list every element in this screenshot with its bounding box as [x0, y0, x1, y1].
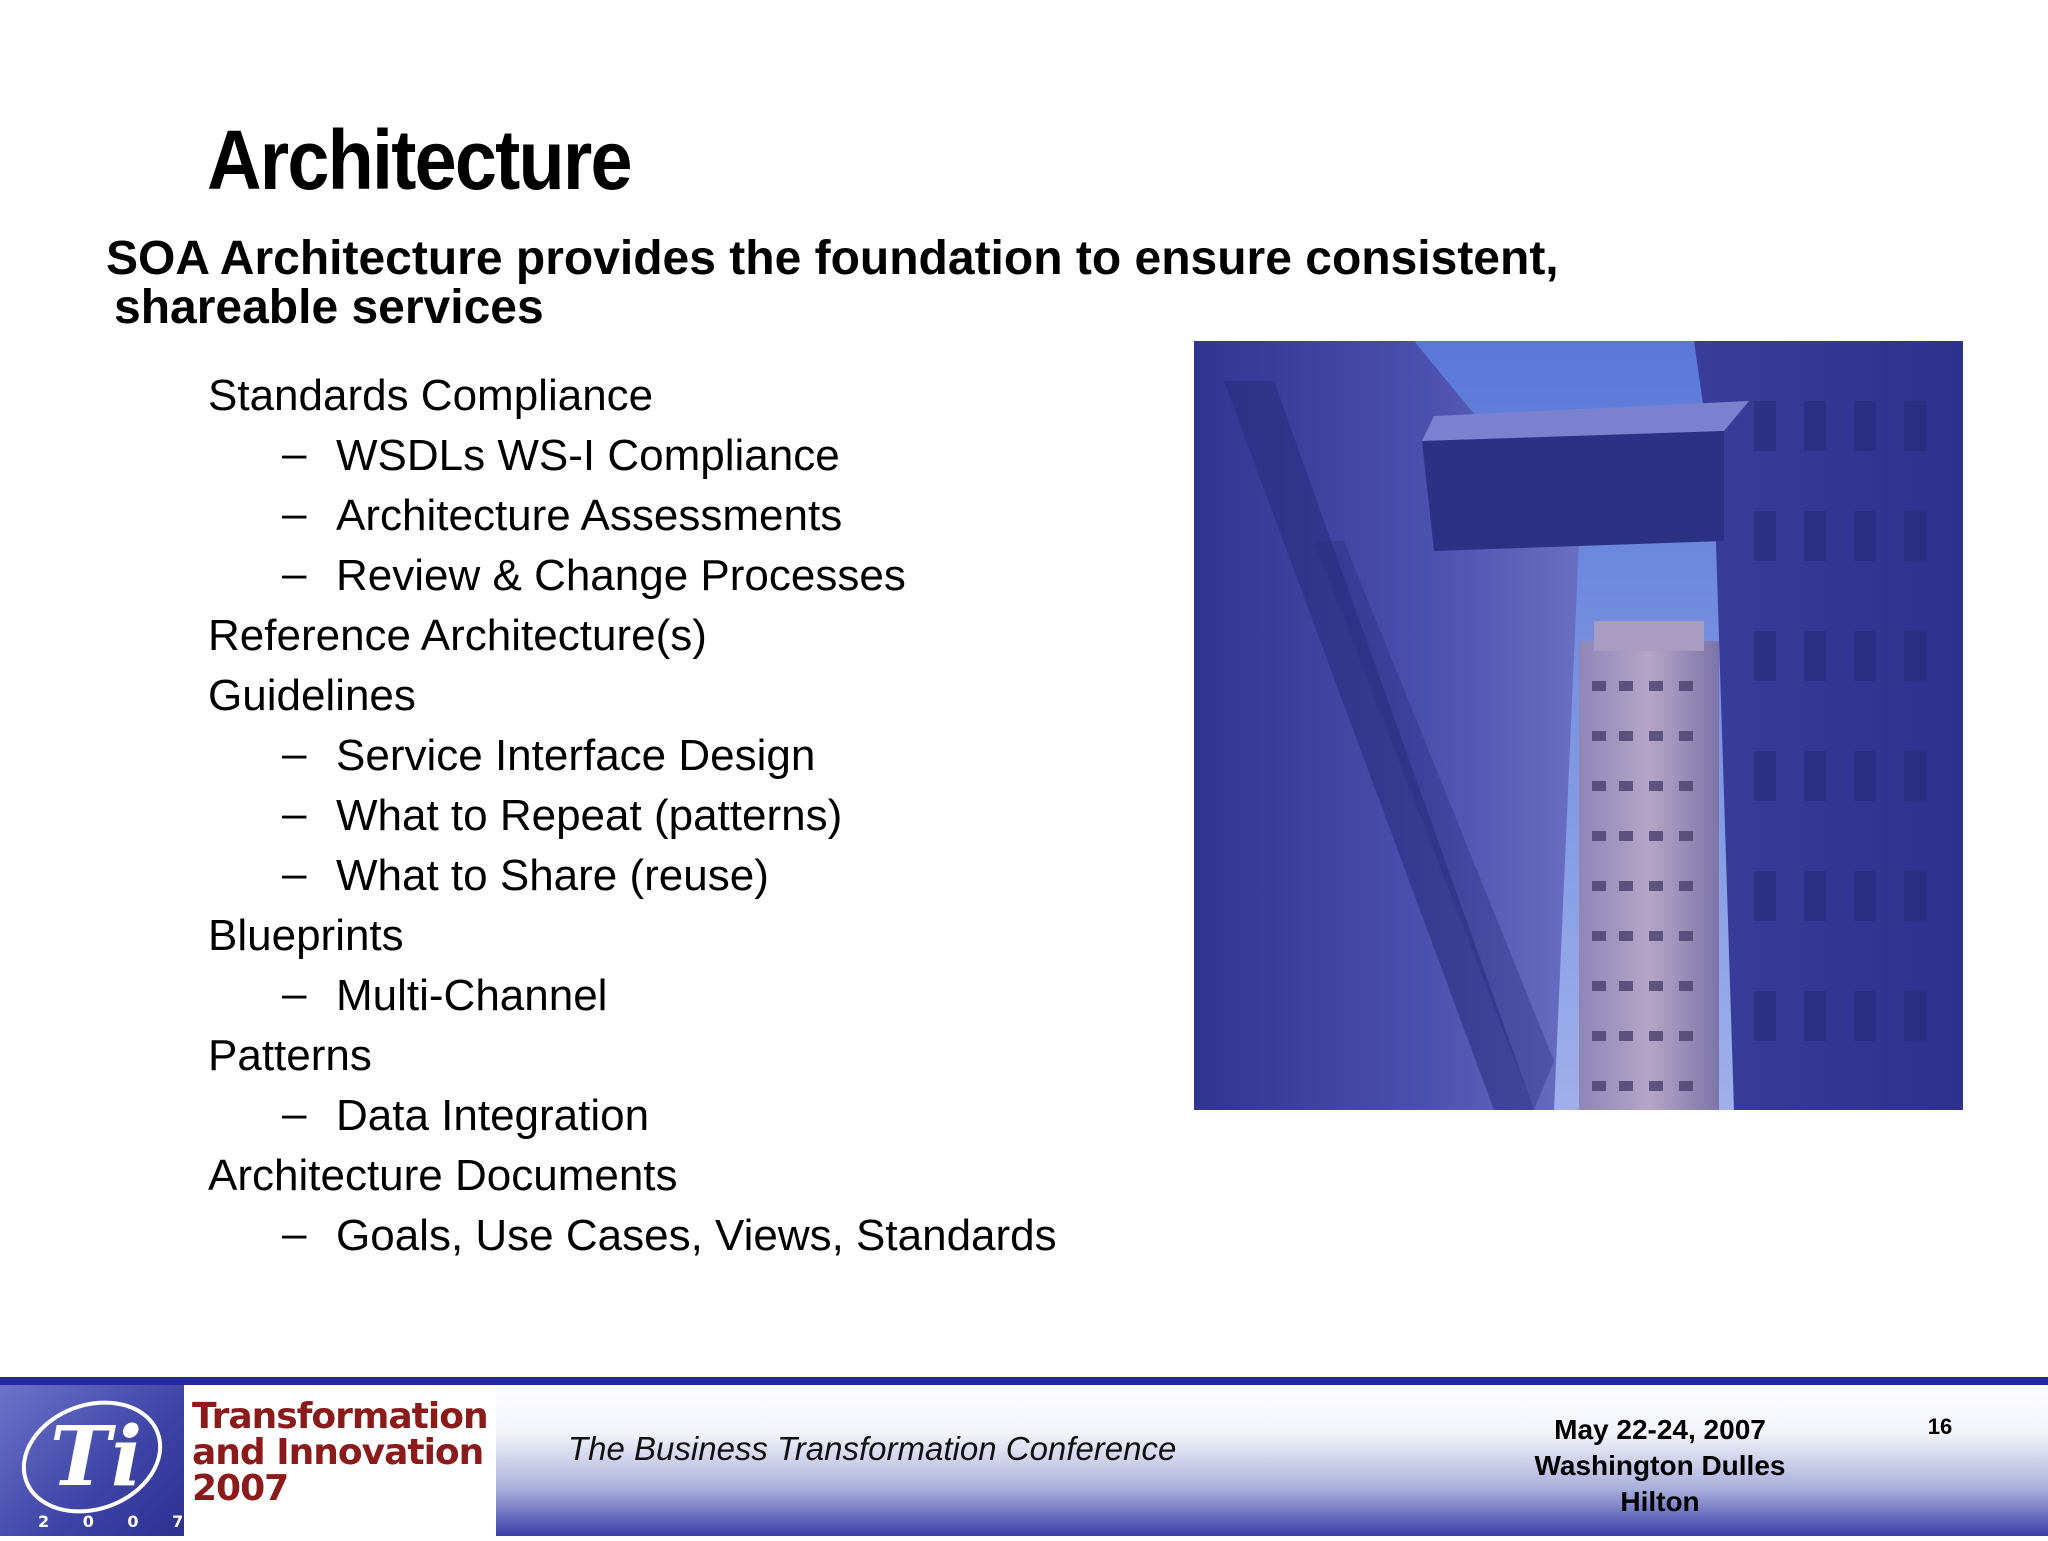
outline-subitem: [0, 1206, 1057, 1266]
outline-text: Architecture Assessments: [336, 491, 843, 540]
subtitle-line-2: shareable services: [114, 281, 544, 334]
dash-bullet-icon: –: [282, 849, 307, 898]
dash-bullet-icon: –: [282, 429, 307, 478]
footer-rule: [0, 1377, 2048, 1385]
building-canyon-image: [1194, 341, 1963, 1110]
dash-bullet-icon: –: [282, 1089, 307, 1138]
event-date: May 22-24, 2007: [1554, 1414, 1766, 1445]
logo-mark-letters: Ti: [50, 1409, 143, 1505]
slide-title: Architecture: [207, 113, 631, 207]
outline-subitem: [0, 966, 607, 1026]
outline-subitem: [0, 846, 769, 906]
logo-wordmark: [192, 1396, 488, 1509]
dash-bullet-icon: –: [282, 969, 307, 1018]
slide-subtitle: [106, 234, 1746, 332]
dash-bullet-icon: –: [282, 1209, 307, 1258]
outline-text: What to Share (reuse): [336, 851, 769, 900]
ti-logo-icon: [0, 1385, 184, 1536]
outline-subitem: [0, 726, 815, 786]
outline-text: Multi-Channel: [336, 971, 608, 1020]
outline-item: [0, 1026, 372, 1086]
subtitle-line-1: SOA Architecture provides the foundation to ensure consistent,: [106, 232, 1559, 285]
outline-item: [0, 666, 416, 726]
logo-mark-year: 2 0 0 7: [38, 1512, 184, 1531]
outline-subitem: [0, 1086, 649, 1146]
outline-text: What to Repeat (patterns): [336, 791, 843, 840]
outline-text: Review & Change Processes: [336, 551, 906, 600]
outline-text: Standards Compliance: [208, 371, 654, 420]
conference-name: The Business Transformation Conference: [568, 1430, 1177, 1467]
outline-item: [0, 1146, 678, 1206]
outline-text: Architecture Documents: [208, 1151, 678, 1200]
conference-logo: [0, 1385, 496, 1536]
logo-line-2: and Innovation: [192, 1432, 484, 1473]
outline-text: Data Integration: [336, 1091, 650, 1140]
outline-subitem: [0, 546, 906, 606]
outline-text: Patterns: [208, 1031, 372, 1080]
outline-item: [0, 366, 653, 426]
outline-text: Reference Architecture(s): [208, 611, 707, 660]
event-date-venue: [1494, 1412, 1826, 1520]
outline-subitem: [0, 486, 842, 546]
outline-item: [0, 606, 707, 666]
dash-bullet-icon: –: [282, 489, 307, 538]
outline-subitem: [0, 426, 840, 486]
outline-item: [0, 906, 404, 966]
outline-text: Blueprints: [208, 911, 404, 960]
outline-text: Service Interface Design: [336, 731, 816, 780]
outline-text: Goals, Use Cases, Views, Standards: [336, 1211, 1057, 1260]
outline-text: Guidelines: [208, 671, 416, 720]
event-venue: Washington Dulles Hilton: [1534, 1450, 1786, 1517]
outline-subitem: [0, 786, 842, 846]
logo-line-1: Transformation: [192, 1396, 488, 1437]
dash-bullet-icon: –: [282, 549, 307, 598]
page-number: 16: [1927, 1414, 1953, 1439]
dash-bullet-icon: –: [282, 789, 307, 838]
architecture-photo: [1194, 341, 1963, 1110]
dash-bullet-icon: –: [282, 729, 307, 778]
outline-text: WSDLs WS-I Compliance: [336, 431, 840, 480]
logo-line-3: 2007: [192, 1468, 289, 1509]
